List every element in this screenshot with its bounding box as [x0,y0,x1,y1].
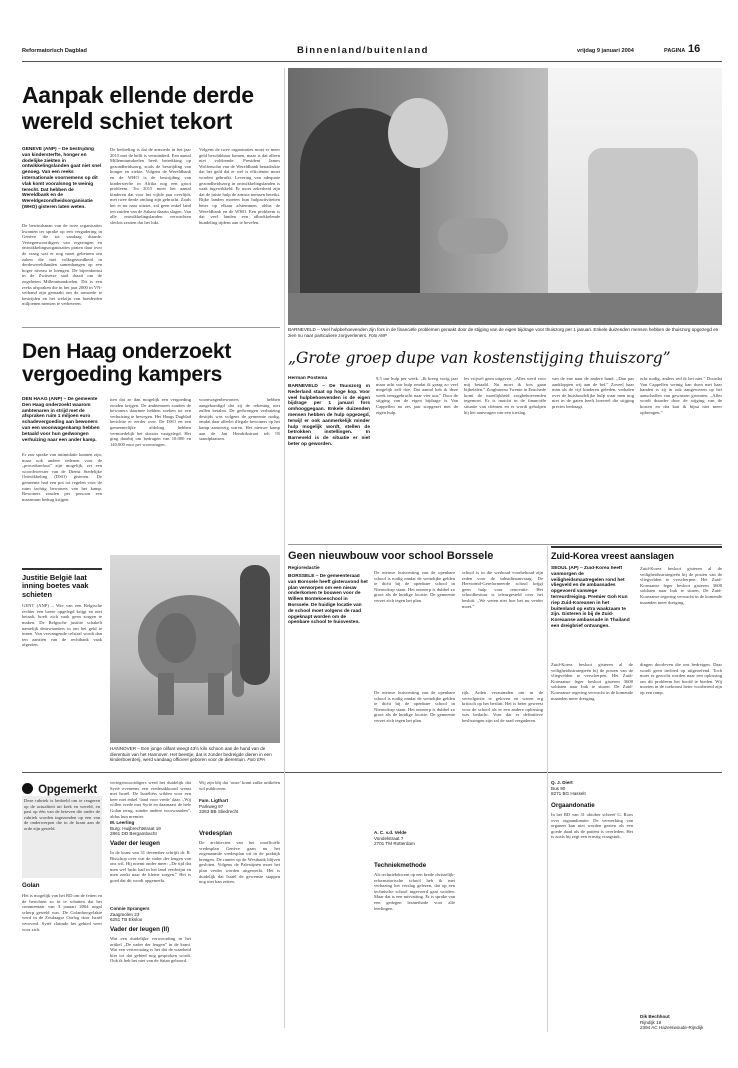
photo-hand [438,218,508,254]
techniek-text: Als techniekdocent op een brede christelijk-reformatorische school heb ik met verbazing het verslag gelezen, dat op een technische school ingevoerd gaat worden. Maar dat is een misvatting. Er is sprake van een gedegen lesmethode voor alle leerlingen. [374,872,455,911]
borssele-byline: Regioredactie [288,566,320,571]
sig4-city: 2701 TM Rotterdam [374,841,415,847]
borssele-col3: school is in die wethoud voorbehoud zijn reden voor de subsidieaanvraag. De Hervormd-Gereformeerde school krijgt geen hulp voor renovatie. Het schoolbestuur is teleurgesteld over het besluit. „We weten niet hoe het nu verder moet.” [462,570,543,609]
letter3-signature [199,798,280,815]
photo-table [288,293,722,325]
thuiszorg-byline: Herman Postema [288,376,328,381]
letter1-signature [110,820,191,837]
thuiszorg-photo-caption [288,327,722,341]
letters-col1: vertegenwoordigers werd het duidelijk dat Syrië eveneens een vredesakkoord wenst met Israël. De Israëliërs wilden voor een keer niet enkel ‘land voor vrede’ daar. „Wij willen vrede met Syrië en daarnaast de hele Golan terug, zonder andere voorwaarden”, aldus hun premier. [110,780,191,818]
borssele-headline: Geen nieuwbouw voor school Borssele [288,550,494,562]
golan-text: Het is mogelijk van het RD om de feiten en de berichten zo in te schatten dat het commentaar van 3 januari 2004 nogal scherp gesteld was. De Golanhoogvlakte werd in de Zesdaagse Oorlog door Israël veroverd. Syrië claimde het gebied weer voor zich. [22,893,102,932]
article2-title-line2: vergoeding kampers [22,363,223,386]
thuiszorg-bottom-rule [288,544,722,545]
article2-col2: tien dat ze dan mogelijk een vergoeding zouden krijgen. De ambtenaren zouden de bewoners daarmee hebben zoeken tot een verhuizing te bewegen. Het Haags Dagblad berichtte er eerder over. De DSO en een gemeentelijke afdeling hebben vermoedelijk het dossier vastgelegd. Het ging daarbij om bedragen van 10.000 en 140.000 euro per woonwagen. [110,397,191,447]
sig5-name: Q. J. Diert [551,780,573,785]
photo-handler [240,565,270,685]
borssele-col1: BORSSELE – De gemeenteraad van Borssele heeft gisteravond het plan verworpen om een nieuw onderkomen te bouwen voor de Willem Bontekoeschool in Borssele. De huidige locatie van de school moet volgens de raad opgeknapt worden om de openbare school te huisvesten. [288,574,368,626]
sig6-addr: Rijndijk 19 [640,1019,662,1025]
sig2-name: Connie Sprangers [110,906,150,911]
justitie-headline: Justitie België laat inning boetes vaak schieten [22,573,89,599]
article1-lead: GENEVE (ANP) – De bestrijding van kindersterfte, honger en dodelijke ziekten in ontwikkelingslanden gaat niet snel genoeg. Van een reeks internationale voornemens op dit vlak komt vooralsnog te weinig terecht. Dat hebben de Wereldbank en de Wereldgezondheidsorganisatie (WHO) gisteren laten weten. [22,147,102,210]
column-divider-2 [547,546,548,1032]
opgemerkt-title [22,778,97,797]
article1-col1: De bewindsman van de twee organisaties kwamen ter sprake op een vergadering in Genève die tot vandaag duurde. Vertegenwoordigers van regeringen en ontwikkelingsorganisaties praten daar over de vraag wat er nog moet gebeuren om zaken die met volksgezondheid in derdewereldlanden samenhangen op een hoger niveau te brengen. De bijeenkomst in de Zwitserse stad draait om de zogeheten Millenniumdoelen. Dit is een reeks afspraken die in het jaar 2000 in VN-verband zijn gemaakt om de armoede te bestrijden en het welzijn van honderden miljoenen mensen te verbeteren. [22,223,102,307]
sig1-addr: Burg. Huijbrechtstraat 19 [110,825,161,831]
letters-col6-upper: Zuid-Korea besloot gisteren al de veiligheidsstrategieën bij de posten van de vliegvelden te verscherpen. Het Zuid-Koreaanse leger besloot gisteren 3600 soldaten naar Irak te sturen. De Zuid-Koreaanse regering verwacht in de komende maanden meer dreiging. [551,662,633,701]
vredesplan-text: De architecten van het onofficiële vredesplan Genève gaan nu het zogenaamde vredesplan uit in de praktijk brengen. De ramen op de Westbank blijven gesloten. Volgens de Palestijnen moet het plan verder worden uitgewerkt. Het is duidelijk dat Israël de gewenste stappen nog niet kan zetten. [199,840,280,885]
sig1-city: 2861 DD Bergambacht [110,831,157,837]
sig5-city: 8271 BG Hasselt [551,791,586,797]
letters-col4-upper: De nieuwe huisvesting van de openbare school is nodig omdat de wettelijke gelden te dicht bij de openbare school in Nieuwdorp staan. Het ontwerp is dubbel zo groot als de huidige locatie. De gemeente verzet zich tegen het plan. [374,690,455,723]
sig4-name: A. C. v.d. Velde [374,830,407,835]
sig5-addr: Bus 90 [551,785,566,791]
opgemerkt-mark-icon [22,783,33,794]
letters-col7: dingen doorleven die ons bedreigen. Daar wordt geen invloed op uitgeoefend. Toch moet er gezocht worden naar een oplossing om dit probleem het hoofd te bieden. Wij moeten in de toekomst beter voorbereid zijn op een ramp. [640,662,722,695]
elephant-photo-caption [110,746,280,768]
paper-name: Reformatorisch Dagblad [22,48,87,54]
elephant-leg-1 [158,673,174,715]
opgemerkt-title-text: Opgemerkt [38,784,98,796]
caption2-credit: Foto EPA [247,757,265,763]
caption-text: BARNEVELD – Veel hulpbehoevenden zijn fors in de financiële problemen geraakt door de stijging van de eigen bijdrage voor thuiszorg per 1 januari. Enkele duizenden mensen hebben de thuiszorg opgezegd en zien nu naar particuliere zorgverleners. [288,327,719,338]
thuiszorg-col4: van de ene naar de andere hand. „Dan pas aankloppen wij aan de bel.” Zoveel haar man als de vijf kinderen geleden, verhalen over de huishoudelijke hulp waar men nog niet in de gaten heeft hoeveel die stijging precies bedraagt. [552,376,634,409]
page-number: 16 [688,43,701,55]
thuiszorg-col2: 9,5 uur hulp per week. „Ik kreeg vorig jaar maar acht uur hulp omdat ik graag zo veel mogelijk zelf doe. Dat aantal heb ik deze week teruggebracht naar vier uur.” Door de stijging van de eigen bijdrage is Van Cappellen na zes jaar stopgezet met de eigen hulp. [376,376,458,415]
caption2-text: HANNOVER – Een jonge olifant weegt 43½ kilo schoon aan de hand van de dierentuin van het Hannover. Het beestje, dat is zonder bedreigde dieren in een kinderboerderij, werd vandaag officieel geboren voor de dierentuin. [110,746,272,763]
letters2-col1: Wij zijn blij dat ‘onze’ krant zulke artikelen wil publiceren. [199,780,280,791]
sig1-name: M. Leerling [110,820,135,825]
article2-col3: woonwagenbewoners hebben aangekondigd dat zij de rekening niet zullen betalen. De gedwongen verhuizing destijds was volgens de gemeente nodig, omdat daar allerlei illegale bewoners op het kamp aanwezig waren. Het nieuwe kamp aan de Jan Hendrikstraat telt 95 standplaatsen. [199,397,280,442]
borssele-col4: rijk. Arden verzuimden om in de vervolgactie te geloven en waren erg kritisch op het besluit. Het is beter geweest voor de school als er een andere oplossing was bedacht. Voor dat er definitieve beslissingen zijn zal de raad vergaderen. [462,690,543,723]
article1-title-line2: wereld schiet tekort [22,108,233,134]
vader-title: Vader der leugen [110,840,160,847]
thuiszorg-headline: „Grote groep dupe van kostenstijging thuiszorg” [288,349,671,367]
opgemerkt-top-rule [22,772,722,773]
page-label: PAGINA [664,48,686,54]
orgaandonatie-text: In het RD van 31 oktober schreef G. Roos over orgaandonatie. De verwerking van organen kan niet worden gezien als een goede daad als de patiënt is overleden. Het is zoals hij zegt een ernstig vraagstuk. [551,812,633,840]
photo-woman-head [388,98,448,168]
sig2-addr: Zaagmolen 23 [110,911,140,917]
page-header [22,38,722,58]
article2-title-line1: Den Haag onderzoekt [22,340,232,363]
sig3-addr: Parkweg 97 [199,803,224,809]
borssele-col2: De nieuwe huisvesting van de openbare school is nodig omdat de wettelijke gelden te dicht bij de openbare school in Nieuwdorp staan. Het ontwerp is dubbel zo groot als de huidige locatie. De gemeente verzet zich tegen het plan. [374,570,455,603]
article1-col2: De bedoeling is dat de armoede in het jaar 2015 met de helft is verminderd. Een aantal Millenniumdoelen heeft betrekking op gezondheidszorg, zoals de bestrijding van honger en ziekte. Volgens de Wereldbank en de WHO is de bestrijding van kindersterfte in Afrika nog een groot probleem. Tot 2015 moet het aantal kinderen dat voor het vijfde jaar overlijdt, met twee derde omlaag zijn gebracht. Zoals het er nu naar uitziet, zal geen enkel land ten zuiden van de Sahara daarin slagen. Van alle ontwikkelingslanden verwachten slechts zestien dat het lukt. [110,147,191,225]
vader2-title: Vader der leugen (II) [110,926,170,933]
letter2-signature [110,906,191,923]
korea-headline: Zuid-Korea vreest aanslagen [551,551,675,561]
thuiszorg-col3: les vrijwel geen uitgaven. „Alles werd voor mij betaald. Nu moet ik fors gaan bijbetalen.” Zorgbureau Twente in Enschede komt de moeilijkheid zorgbehoevenden tegemoet. Er is inzicht in de financiële situatie van cliënten en er wordt geholpen bij het aanvragen van een toeslag. [464,376,546,415]
thuiszorg-photo [288,68,722,325]
sig2-city: 6251 TB Eksloo [110,917,143,923]
opgemerkt-intro: Deze rubriek is bedoeld om te reageren op de actualiteit uit kerk en wereld, en past op één van de brieven die onder de rubriek worden ingezonden op een van de onderwerpen die in de krant aan de orde zijn gesteld. [22,796,102,878]
article2-col1: Er zou sprake van intimidatie kunnen zijn, maar ook andere redenen voor de „procedurefout” zijn mogelijk, zei een woordvoerster van de Dienst Stedelijke Ontwikkeling (DSO) gisteren. De gemeente had een pot tot regelen voor de ruim tachtig bewoners van het kamp. Bewoners zouden per persoon een maximum bedrag krijgen. [22,452,102,502]
sig4-addr: Vondelstraat 7 [374,835,404,841]
caption-credit: Foto ANP [368,332,387,338]
article1-bottom-rule [22,327,280,328]
article1-title-line1: Aanpak ellende derde [22,82,254,108]
thuiszorg-col5: echt nodig, anders red ik het niet.” Doordat Van Cappellen weinig kan doen met haar handen is zij in ook aangewezen op het aanschaffen van gewassen groenten. „Alles wordt duurder door de stijging van de kosten en dat kan ik bijna niet meer opbrengen.” [640,376,722,415]
sig6-city: 2394 AC Hazerswoude-Rijndijk [640,1025,704,1031]
column-divider-1 [284,68,285,1028]
article2-headline [22,340,280,386]
header-rule [22,61,722,62]
section-title: Binnenland/buitenland [297,45,429,56]
elephant-leg-2 [208,673,224,715]
vader-text: In de krant van 31 december schrijft dr. R. Bisschop over wat de vader der leugen van ons wil. Hij noemt onder meer: „De tijd dat men wel lucht had in het land verdwijnt en men zoekt naar de kleine zorgen.” Het is goed dat dit wordt opgemerkt. [110,850,191,883]
justitie-box [22,568,102,751]
vader2-text: Wat een duidelijke verwoording in het artikel „De vader der leugen” in de krant. Wat een vertroosting is het dat de waarheid hier tot dat gebied nog gesproken wordt. Ook ik heb het niet van de Satan gehoord. [110,936,191,964]
article2-lead: DEN HAAG (ANP) – De gemeente Den Haag onderzoekt waarom ambtenaren in strijd met de afspraken ruim 1 miljoen euro schadevergoeding aan bewoners van een woonwagenkamp hebben betaald voor hun gedwongen verhuizing naar een ander kamp. [22,397,100,443]
golan-title: Golan [22,882,40,889]
korea-box [551,546,722,656]
vredesplan-title: Vredesplan [199,830,233,837]
photo-chair [588,148,698,298]
letter5-signature [551,780,633,797]
page-date: vrijdag 9 januari 2004 [577,48,634,54]
letter4-signature [374,830,455,847]
justitie-text: GENT (ANP) – Wie van een Belgische rechter een boete opgelegd krijgt en niet betaalt, hoeft zich vaak geen zorgen te maken. De Belgische justitie schakelt namelijk deurwaarders in om het geld te innen. Van vervangende celstraf wordt dan ten aanzien van de rechtbank vaak afgezien. [22,603,102,648]
letter6-signature [640,1014,722,1031]
thuiszorg-col1: BARNEVELD – De thuiszorg in Nederland staat op hoge kop. Voor veel hulpbehoevenden is de eigen bijdrage per 1 januari fors omhooggegaan. Enkele duizenden mensen hebben de hulp opgezegd, terwijl er ook aanmerkelijk minder hulp mogelijk wordt, stellen de betrokken instellingen. In Barneveld is de situatie er niet beter op geworden. [288,384,370,447]
sig6-name: Dik Bechhout [640,1014,670,1019]
sig3-name: Fam. Ligthart [199,798,229,803]
sig3-city: 3363 BB Sliedrecht [199,809,239,815]
orgaandonatie-title: Orgaandonatie [551,802,595,809]
techniek-title: Techniekmethode [374,862,427,869]
korea-col2: Zuid-Korea besloot gisteren al de veiligheidsstrategieën bij de posten van de vliegvelden te verscherpen. Het Zuid-Koreaanse leger besloot gisteren 3600 soldaten naar Irak te sturen. De Zuid-Koreaanse regering verwacht in de komende maanden meer dreiging. [640,566,722,605]
korea-col1: SEOUL (AP) – Zuid-Korea heeft vanmorgen de veiligheidsmaatregelen rond het vliegveld en de ambassades opgevoerd vanwege terreurdreiging. Premier Goh Kun riep Zuid-Koreanen in het buitenland op extra waakzaam te zijn. Gisteren is bij de Zuid-Koreaanse ambassade in Thailand een dreigbrief ontvangen. [551,566,630,629]
elephant-photo [110,555,280,743]
elephant-ear [156,613,196,663]
article1-col3: Volgens de twee organisaties moet er meer geld beschikbaar komen, maar is dat alleen niet voldoende. President James Wolfensohn van de Wereldbank benadrukte dat het geld dat er wel is efficiënter moet worden gebruikt. Levering van adequate gezondheidszorg in ontwikkelingslanden is vaak ingewikkeld. Er moet zekerheid zijn dat de juiste hulp de armste mensen bereikt. Rijke landen moeten hun hulpactiviteiten beter op elkaar afstemmen, aldus de Wereldbank en de WHO. Een probleem is dat veel landen een afbrokkelende bundeling tijdens aan te bevelen. [199,147,280,225]
